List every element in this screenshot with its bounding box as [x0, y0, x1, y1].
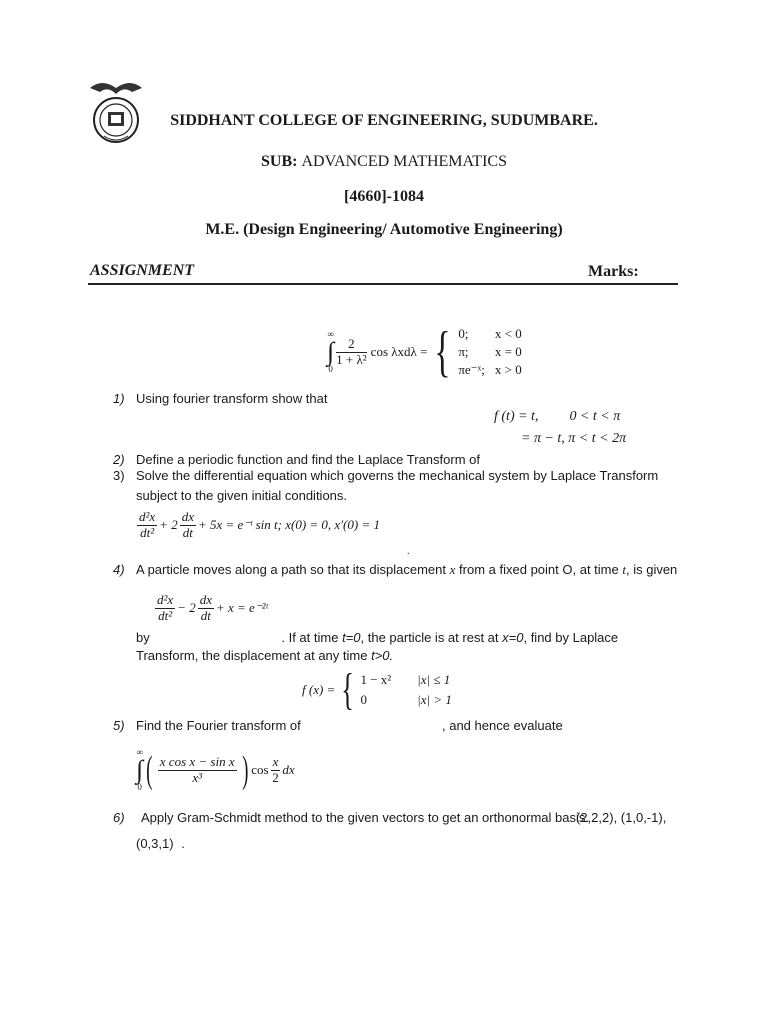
q4-text-a: A particle moves along a path so that its displacement	[136, 562, 447, 577]
question-2-text: Define a periodic function and find the Laplace Transform of	[136, 452, 480, 467]
case-value: πe⁻ˣ;	[458, 362, 485, 377]
ode3-den1: dt²	[140, 524, 155, 540]
case-value: 0;	[458, 326, 469, 341]
question-5-text: Find the Fourier transform of	[136, 718, 301, 733]
case-cond: x = 0	[494, 344, 522, 359]
ode4-den2: dt	[200, 607, 211, 623]
subject-value: ADVANCED MATHEMATICS	[301, 153, 507, 170]
question-5-number: 5)	[113, 718, 125, 733]
stray-dot: .	[407, 546, 410, 557]
int5-small-frac	[271, 755, 281, 786]
int5-fnum: x	[272, 753, 279, 769]
question-4-line-3	[136, 648, 393, 663]
ode3-num1: d²x	[139, 508, 156, 524]
int1-upper: ∞	[327, 329, 334, 339]
int1-fraction	[336, 337, 367, 368]
question-4-number: 4)	[113, 562, 125, 577]
q6-vector-c: (0,3,1)	[136, 836, 174, 851]
int5-dx: dx	[282, 762, 295, 777]
question-6-vectors-a: (2,2,2), (1,0,-1),	[576, 810, 667, 825]
fx-cases	[360, 672, 451, 708]
int5-upper: ∞	[136, 747, 143, 757]
question-1-number: 1)	[113, 391, 125, 406]
left-brace-icon: {	[434, 321, 451, 383]
left-paren-icon: (	[146, 749, 153, 791]
int1-tail: cos λxdλ =	[370, 344, 428, 359]
question-4-line-2	[136, 630, 618, 645]
ode3-num2: dx	[181, 508, 194, 524]
question-3-number: 3)	[113, 468, 125, 483]
q4-x0: x=0	[502, 630, 524, 645]
ode3-tail: + 5x = e⁻ᵗ sin t; x(0) = 0, x′(0) = 1	[197, 517, 380, 532]
question-6-number: 6)	[113, 810, 125, 825]
ft-line-2: = π − t, π < t < 2π	[521, 431, 627, 446]
course-name: M.E. (Design Engineering/ Automotive Engineering)	[205, 221, 563, 238]
header-rule	[88, 283, 678, 285]
fx-lhs: f (x) =	[302, 682, 336, 697]
ode4-tail: + x = e⁻²ᵗ	[215, 600, 268, 615]
int1-lower: 0	[328, 364, 333, 374]
int1-cases	[458, 326, 521, 378]
ode4-num2: dx	[199, 591, 212, 607]
paper-code: [4660]-1084	[344, 188, 424, 205]
int5-lower: 0	[137, 782, 142, 792]
q4-text-b: from a fixed point O, at time	[459, 562, 619, 577]
case-value: 1 − x²	[360, 672, 392, 687]
q4-line2-c: , the particle is at rest at	[360, 630, 499, 645]
q4-x: x	[449, 562, 456, 577]
case-cond: x > 0	[494, 362, 522, 377]
question-6-vectors-b	[136, 836, 185, 851]
integral-formula-5	[136, 744, 295, 796]
ode3-plus2: + 2	[159, 517, 178, 532]
marks-label: Marks:	[588, 263, 639, 280]
question-3-text: Solve the differential equation which governs the mechanical system by Laplace Transform	[136, 468, 659, 483]
integral-formula-1	[327, 317, 522, 387]
ode4-frac2	[198, 593, 214, 624]
case-cond: x < 0	[494, 326, 522, 341]
integral-sign-icon: ∫	[136, 755, 144, 784]
q4-t: t	[622, 562, 626, 577]
ode4-minus2: − 2	[177, 600, 196, 615]
q4-line2-b: . If at time	[281, 630, 339, 645]
subject-line	[0, 153, 768, 171]
question-3-text-2: subject to the given initial conditions.	[136, 488, 348, 503]
q4-text-c: , is given	[625, 562, 678, 577]
int5-cos: cos	[251, 762, 269, 777]
q4-line2-d: , find by Laplace	[523, 630, 619, 645]
case-cond: |x| ≤ 1	[417, 672, 451, 687]
q4-tgt0: t>0.	[371, 648, 394, 663]
ode3-frac1	[137, 510, 157, 541]
ode4-den1: dt²	[158, 607, 173, 623]
q4-t0: t=0	[342, 630, 361, 645]
integral-sign-icon: ∫	[327, 337, 335, 366]
int5-den: x³	[192, 769, 203, 785]
q4-line3-a: Transform, the displacement at any time	[136, 648, 368, 663]
int5-fden: 2	[272, 769, 279, 785]
ode4-frac1	[155, 593, 175, 624]
question-6-text: Apply Gram-Schmidt method to the given vectors to get an orthonormal basis.	[141, 810, 589, 825]
ode-4	[153, 588, 268, 628]
ft-cond1: 0 < t < π	[569, 409, 621, 424]
assignment-title: ASSIGNMENT	[90, 262, 195, 279]
ode4-num1: d²x	[157, 591, 174, 607]
question-1-text: Using fourier transform show that	[136, 391, 328, 406]
int1-num: 2	[336, 337, 367, 353]
q4-by: by	[136, 630, 150, 645]
subject-label: SUB:	[261, 153, 298, 170]
ft-line-1	[494, 409, 620, 425]
piecewise-fx	[302, 666, 452, 714]
q6-dot: .	[181, 836, 185, 851]
right-paren-icon: )	[241, 749, 249, 791]
ode3-den2: dt	[182, 524, 193, 540]
college-name: SIDDHANT COLLEGE OF ENGINEERING, SUDUMBARE.	[170, 112, 598, 129]
case-value: 0	[360, 692, 367, 707]
int5-num: x cos x − sin x	[159, 753, 235, 769]
ode-3	[135, 505, 380, 545]
left-brace-icon: {	[341, 665, 355, 714]
ft-lhs: f (t) = t,	[494, 409, 539, 424]
ode3-frac2	[180, 510, 196, 541]
question-5-text-b: , and hence evaluate	[442, 718, 563, 733]
int5-fraction	[158, 755, 237, 786]
case-cond: |x| > 1	[417, 692, 452, 707]
question-2-number: 2)	[113, 452, 125, 467]
question-4-text	[136, 562, 677, 578]
case-value: π;	[458, 344, 469, 359]
int1-den: 1 + λ²	[336, 351, 367, 367]
